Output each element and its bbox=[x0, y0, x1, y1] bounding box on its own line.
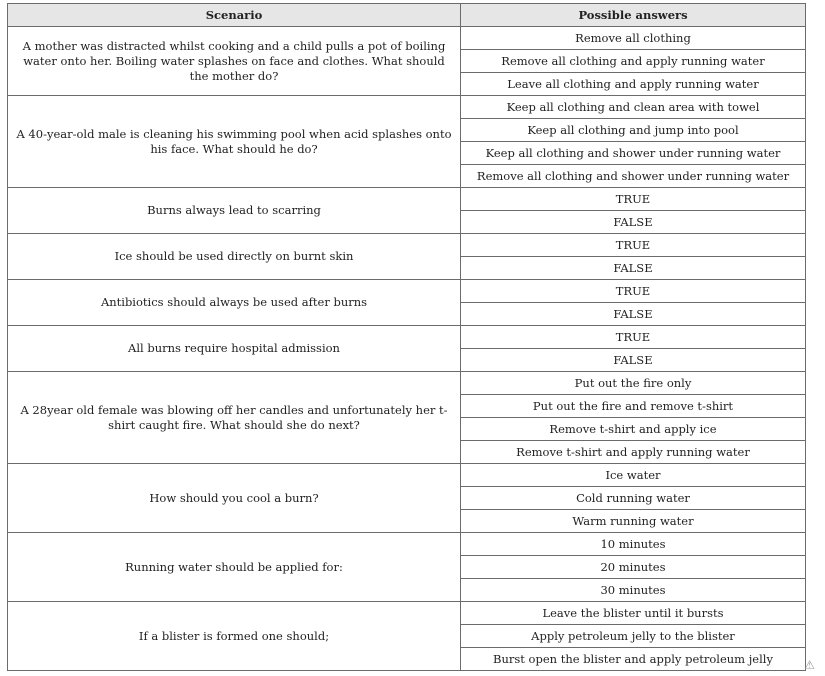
answer-cell: 20 minutes bbox=[461, 556, 806, 579]
table-row bbox=[8, 234, 806, 257]
scenario-cell: A 28year old female was blowing off her candles and unfortunately her t-shirt caught fire. What should she do next? bbox=[8, 372, 461, 464]
table-row bbox=[8, 464, 806, 487]
answer-cell: Remove all clothing and apply running water bbox=[461, 50, 806, 73]
answer-cell: Ice water bbox=[461, 464, 806, 487]
answer-cell: Remove all clothing bbox=[461, 27, 806, 50]
scenario-cell: Burns always lead to scarring bbox=[8, 188, 461, 234]
table-row bbox=[8, 372, 806, 395]
corner-mark-icon: ⚠ bbox=[804, 658, 815, 672]
answer-cell: TRUE bbox=[461, 234, 806, 257]
table-body bbox=[8, 27, 806, 671]
header-row bbox=[8, 4, 806, 27]
answer-cell: Warm running water bbox=[461, 510, 806, 533]
answer-cell: Apply petroleum jelly to the blister bbox=[461, 625, 806, 648]
scenario-cell: Antibiotics should always be used after burns bbox=[8, 280, 461, 326]
answer-cell: TRUE bbox=[461, 280, 806, 303]
answer-cell: Keep all clothing and clean area with towel bbox=[461, 96, 806, 119]
answer-cell: FALSE bbox=[461, 303, 806, 326]
table-row bbox=[8, 280, 806, 303]
answer-cell: 10 minutes bbox=[461, 533, 806, 556]
answer-cell: Remove t-shirt and apply ice bbox=[461, 418, 806, 441]
scenario-header: Scenario bbox=[8, 4, 461, 27]
answer-cell: Leave all clothing and apply running water bbox=[461, 73, 806, 96]
answer-cell: Put out the fire only bbox=[461, 372, 806, 395]
answer-cell: TRUE bbox=[461, 326, 806, 349]
table-row bbox=[8, 96, 806, 119]
answer-cell: Put out the fire and remove t-shirt bbox=[461, 395, 806, 418]
scenario-cell: All burns require hospital admission bbox=[8, 326, 461, 372]
scenario-cell: A 40-year-old male is cleaning his swimming pool when acid splashes onto his face. What should he do? bbox=[8, 96, 461, 188]
scenario-cell: If a blister is formed one should; bbox=[8, 602, 461, 671]
table-row bbox=[8, 188, 806, 211]
answer-cell: FALSE bbox=[461, 257, 806, 280]
answer-cell: Keep all clothing and shower under running water bbox=[461, 142, 806, 165]
table-row bbox=[8, 27, 806, 50]
answer-cell: Cold running water bbox=[461, 487, 806, 510]
scenario-cell: A mother was distracted whilst cooking and a child pulls a pot of boiling water onto her. Boiling water splashes on face and clothes. What should the mother do? bbox=[8, 27, 461, 96]
answer-cell: FALSE bbox=[461, 349, 806, 372]
scenario-cell: Ice should be used directly on burnt skin bbox=[8, 234, 461, 280]
table-row bbox=[8, 602, 806, 625]
answer-cell: 30 minutes bbox=[461, 579, 806, 602]
answers-header: Possible answers bbox=[461, 4, 806, 27]
table-row bbox=[8, 533, 806, 556]
answer-cell: TRUE bbox=[461, 188, 806, 211]
table-row bbox=[8, 326, 806, 349]
scenario-cell: How should you cool a burn? bbox=[8, 464, 461, 533]
answer-cell: Keep all clothing and jump into pool bbox=[461, 119, 806, 142]
answer-cell: Remove t-shirt and apply running water bbox=[461, 441, 806, 464]
scenario-cell: Running water should be applied for: bbox=[8, 533, 461, 602]
answer-cell: Remove all clothing and shower under running water bbox=[461, 165, 806, 188]
answer-cell: Burst open the blister and apply petroleum jelly bbox=[461, 648, 806, 671]
answer-cell: FALSE bbox=[461, 211, 806, 234]
quiz-table bbox=[7, 3, 806, 671]
answer-cell: Leave the blister until it bursts bbox=[461, 602, 806, 625]
